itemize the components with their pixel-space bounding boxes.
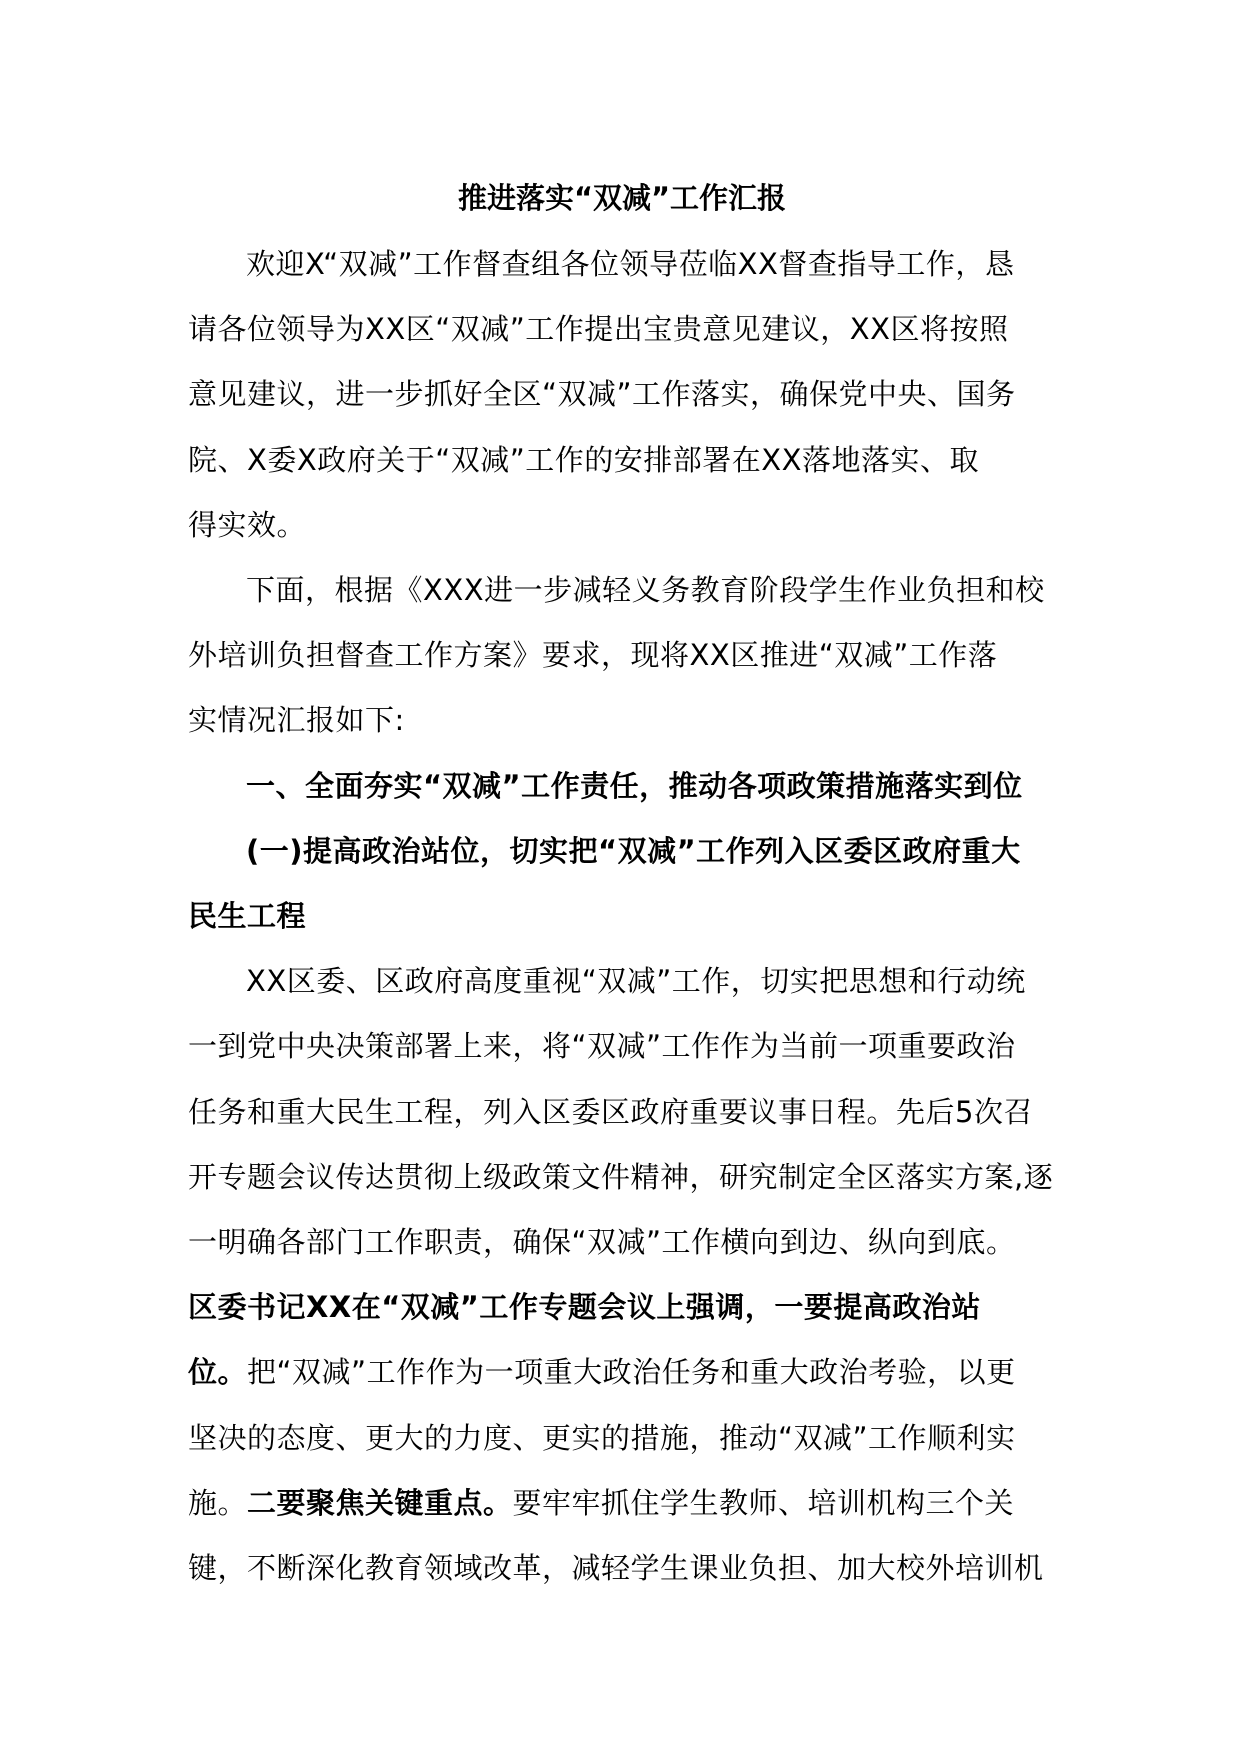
bold-text: 二要聚焦关键重点。	[247, 1485, 513, 1520]
paragraph-intro	[188, 558, 1056, 754]
text-line: 键，不断深化教育领域改革，减轻学生课业负担、加大校外培训机	[188, 1551, 1044, 1586]
text-line: XX区委、区政府高度重视“双减”工作，切实把思想和行动统	[246, 964, 1026, 999]
text-line: 下面，根据《XXX进一步减轻义务教育阶段学生作业负担和校	[246, 573, 1045, 608]
text-line	[188, 1275, 1056, 1340]
heading-line: 一、全面夯实“双减”工作责任，推动各项政策措施落实到位	[246, 768, 1023, 803]
paragraph-welcome	[188, 232, 1056, 558]
text-line	[188, 1340, 1056, 1405]
paragraph-body-2	[188, 1275, 1056, 1601]
text-line: 外培训负担督查工作方案》要求，现将XX区推进“双减”工作落	[188, 638, 998, 673]
subsection-heading-1	[188, 819, 1056, 949]
text-line: 意见建议，进一步抓好全区“双减”工作落实，确保党中央、国务	[188, 377, 1016, 412]
plain-text: 要牢牢抓住学生教师、培训机构三个关	[512, 1485, 1015, 1520]
section-heading-1	[188, 754, 1056, 819]
text-line: 开专题会议传达贯彻上级政策文件精神，研究制定全区落实方案,逐	[188, 1159, 1054, 1194]
bold-text: 区委书记XX在“双减”工作专题会议上强调，一要提高政治站	[188, 1290, 981, 1325]
plain-text: 施。	[188, 1485, 248, 1520]
text-line: 欢迎X“双减”工作督查组各位领导莅临XX督查指导工作，恳	[246, 247, 1015, 281]
document-title: 推进落实“双减”工作汇报	[457, 181, 787, 215]
text-line	[188, 1471, 1056, 1536]
text-line: 得实效。	[188, 507, 307, 542]
text-line: 坚决的态度、更大的力度、更实的措施，推动“双减”工作顺利实	[188, 1420, 1016, 1455]
text-line: 任务和重大民生工程，列入区委区政府重要议事日程。先后5次召	[188, 1094, 1033, 1129]
bold-text: 位。	[188, 1355, 248, 1390]
document-page	[188, 168, 1056, 1601]
text-line: 实情况汇报如下:	[188, 703, 405, 738]
heading-line: 民生工程	[188, 899, 307, 934]
plain-text: 把“双减”工作作为一项重大政治任务和重大政治考验，以更	[247, 1355, 1016, 1390]
text-line: 请各位领导为XX区“双减”工作提出宝贵意见建议，XX区将按照	[188, 312, 1009, 347]
text-line: 一到党中央决策部署上来，将“双减”工作作为当前一项重要政治	[188, 1029, 1016, 1064]
text-line: 院、X委X政府关于“双减”工作的安排部署在XX落地落实、取	[188, 442, 980, 477]
text-line: 一明确各部门工作职责，确保“双减”工作横向到边、纵向到底。	[188, 1225, 1016, 1260]
heading-line: (一)提高政治站位，切实把“双减”工作列入区委区政府重大	[246, 833, 1021, 868]
paragraph-body-1	[188, 949, 1056, 1275]
